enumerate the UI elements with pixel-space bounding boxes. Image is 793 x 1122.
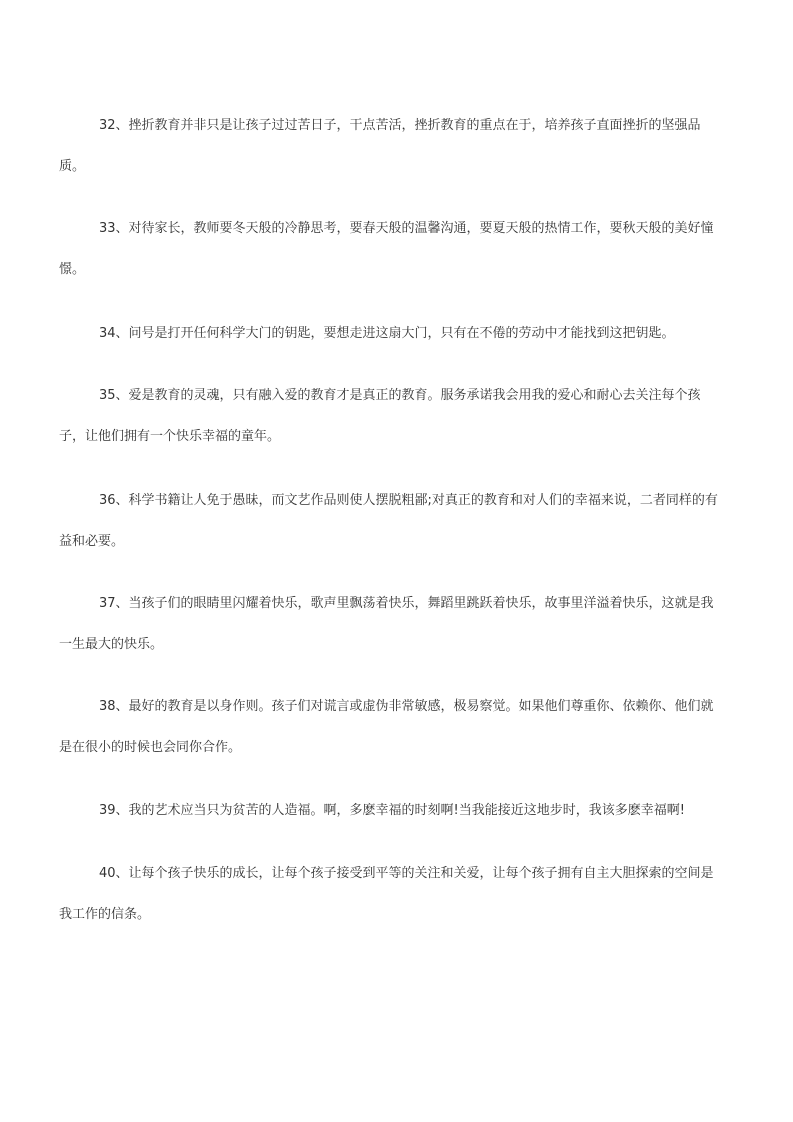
paragraph-40: 40、让每个孩子快乐的成长，让每个孩子接受到平等的关注和关爱，让每个孩子拥有自主大胆探索的空间是我工作的信条。	[59, 866, 714, 922]
paragraph-37: 37、当孩子们的眼睛里闪耀着快乐，歌声里飘荡着快乐，舞蹈里跳跃着快乐，故事里洋溢着快乐，这就是我一生最大的快乐。	[59, 596, 714, 652]
paragraph-39: 39、我的艺术应当只为贫苦的人造福。啊，多麽幸福的时刻啊!当我能接近这地步时，我该多麽幸福啊!	[99, 803, 685, 818]
paragraph-33: 33、对待家长，教师要冬天般的冷静思考，要春天般的温馨沟通，要夏天般的热情工作，要秋天般的美好憧憬。	[59, 221, 714, 277]
paragraph-36: 36、科学书籍让人免于愚昧，而文艺作品则使人摆脱粗鄙;对真正的教育和对人们的幸福来说，二者同样的有益和必要。	[59, 493, 718, 549]
paragraph-38: 38、最好的教育是以身作则。孩子们对谎言或虚伪非常敏感，极易察觉。如果他们尊重你、依赖你、他们就是在很小的时候也会同你合作。	[59, 699, 714, 755]
paragraph-35: 35、爱是教育的灵魂，只有融入爱的教育才是真正的教育。服务承诺我会用我的爱心和耐心去关注每个孩子，让他们拥有一个快乐幸福的童年。	[59, 388, 701, 444]
paragraph-32: 32、挫折教育并非只是让孩子过过苦日子，干点苦活，挫折教育的重点在于，培养孩子直面挫折的坚强品质。	[59, 118, 701, 174]
paragraph-34: 34、问号是打开任何科学大门的钥匙，要想走进这扇大门，只有在不倦的劳动中才能找到这把钥匙。	[99, 326, 675, 341]
